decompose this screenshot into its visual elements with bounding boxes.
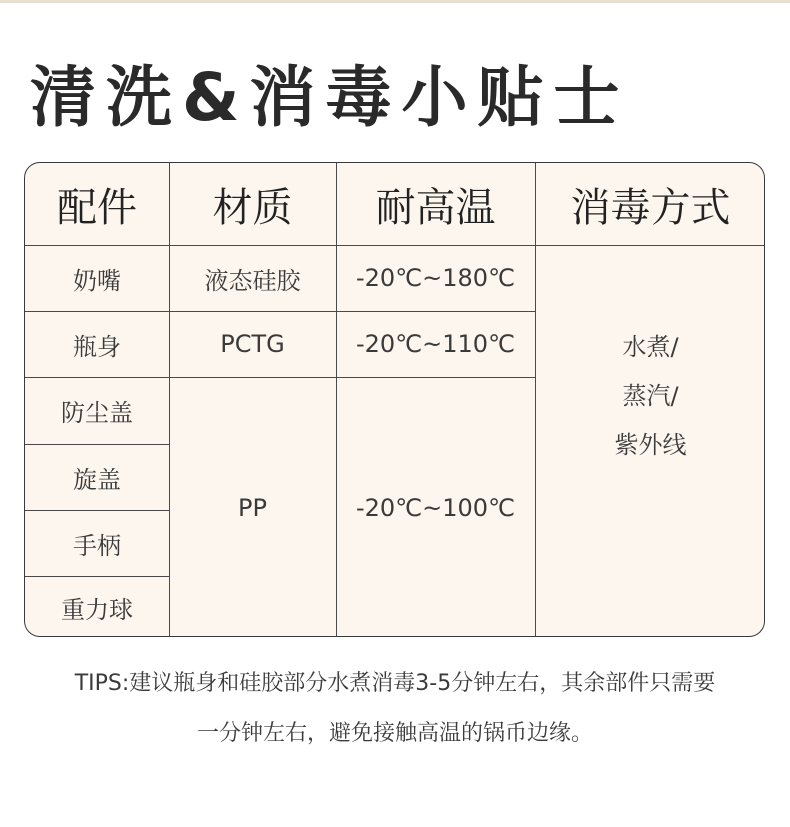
header-part: 配件 xyxy=(57,184,137,231)
header-sterilization: 消毒方式 xyxy=(570,184,731,231)
part-cell: 防尘盖 xyxy=(61,399,133,427)
method-line: 蒸汽/ xyxy=(622,382,679,410)
tips-line-1: TIPS:建议瓶身和硅胶部分水煮消毒3-5分钟左右，其余部件只需要 xyxy=(74,671,716,696)
method-line: 紫外线 xyxy=(614,431,687,459)
part-cell: 奶嘴 xyxy=(73,266,121,295)
top-divider xyxy=(0,0,790,3)
tips-line-2: 一分钟左右，避免接触高温的锅币边缘。 xyxy=(196,721,593,746)
part-cell: 手柄 xyxy=(73,531,121,560)
sterilization-method-cell xyxy=(535,323,765,470)
page-title: 清洗&消毒小贴士 xyxy=(30,59,630,136)
care-table xyxy=(24,162,765,637)
header-material: 材质 xyxy=(212,184,293,231)
part-cell: 重力球 xyxy=(61,595,133,624)
header-heat-resistance: 耐高温 xyxy=(375,184,496,231)
part-cell: 瓶身 xyxy=(73,332,121,361)
material-cell: PCTG xyxy=(220,330,285,358)
temperature-cell: -20℃~110℃ xyxy=(355,330,516,358)
part-cell: 旋盖 xyxy=(73,465,121,494)
material-cell: 液态硅胶 xyxy=(204,266,301,295)
material-cell: PP xyxy=(238,493,267,522)
method-line: 水煮/ xyxy=(622,333,679,361)
temperature-cell: -20℃~180℃ xyxy=(355,264,516,292)
temperature-cell: -20℃~100℃ xyxy=(355,493,516,522)
